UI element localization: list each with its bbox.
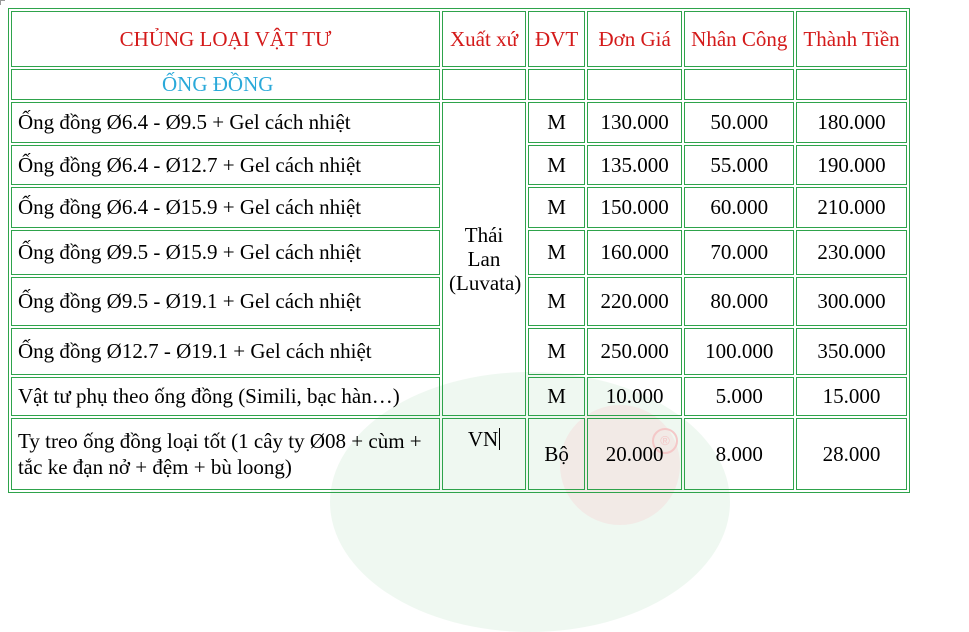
labor-cost: 50.000	[684, 102, 794, 143]
unit-price: 10.000	[587, 377, 682, 416]
total-cost: 350.000	[796, 328, 906, 375]
empty-cell	[587, 69, 682, 100]
total-cost: 210.000	[796, 187, 906, 228]
table-row	[11, 418, 907, 490]
total-cost: 190.000	[796, 145, 906, 185]
labor-cost: 100.000	[684, 328, 794, 375]
price-table	[8, 8, 910, 493]
origin-vn-label: VN	[467, 427, 499, 451]
total-cost: 300.000	[796, 277, 906, 326]
unit: M	[528, 277, 585, 326]
table-row	[11, 102, 907, 143]
labor-cost: 55.000	[684, 145, 794, 185]
section-row	[11, 69, 907, 100]
unit: Bộ	[528, 418, 585, 490]
labor-cost: 70.000	[684, 230, 794, 275]
unit: M	[528, 187, 585, 228]
total-cost: 180.000	[796, 102, 906, 143]
header-price: Đơn Giá	[587, 11, 682, 67]
unit-price: 150.000	[587, 187, 682, 228]
header-material: CHỦNG LOẠI VẬT TƯ	[11, 11, 440, 67]
unit: M	[528, 377, 585, 416]
section-title: ỐNG ĐỒNG	[11, 69, 440, 100]
origin-thai-label: Thái Lan (Luvata)	[449, 223, 522, 295]
unit: M	[528, 102, 585, 143]
material-name: Ống đồng Ø6.4 - Ø12.7 + Gel cách nhiệt	[11, 145, 440, 185]
empty-cell	[442, 69, 526, 100]
material-name: Vật tư phụ theo ống đồng (Simili, bạc hàn…)	[11, 377, 440, 416]
material-name: Ống đồng Ø9.5 - Ø15.9 + Gel cách nhiệt	[11, 230, 440, 275]
origin-vn[interactable]	[442, 418, 526, 490]
unit-price: 130.000	[587, 102, 682, 143]
material-name: Ty treo ống đồng loại tốt (1 cây ty Ø08 + cùm + tắc ke đạn nở + đệm + bù loong)	[11, 418, 440, 490]
total-cost: 15.000	[796, 377, 906, 416]
total-cost: 230.000	[796, 230, 906, 275]
unit: M	[528, 230, 585, 275]
material-name: Ống đồng Ø6.4 - Ø9.5 + Gel cách nhiệt	[11, 102, 440, 143]
header-total: Thành Tiền	[796, 11, 906, 67]
origin-thai	[442, 102, 526, 416]
header-labor: Nhân Công	[684, 11, 794, 67]
empty-cell	[684, 69, 794, 100]
header-row	[11, 11, 907, 67]
text-cursor	[499, 428, 500, 450]
unit-price: 20.000	[587, 418, 682, 490]
unit: M	[528, 145, 585, 185]
labor-cost: 80.000	[684, 277, 794, 326]
labor-cost: 8.000	[684, 418, 794, 490]
cell-corner-marker	[0, 0, 5, 5]
unit-price: 135.000	[587, 145, 682, 185]
unit-price: 250.000	[587, 328, 682, 375]
header-unit: ĐVT	[528, 11, 585, 67]
material-name: Ống đồng Ø6.4 - Ø15.9 + Gel cách nhiệt	[11, 187, 440, 228]
empty-cell	[796, 69, 906, 100]
unit-price: 220.000	[587, 277, 682, 326]
material-name: Ống đồng Ø9.5 - Ø19.1 + Gel cách nhiệt	[11, 277, 440, 326]
total-cost: 28.000	[796, 418, 906, 490]
header-origin: Xuất xứ	[442, 11, 526, 67]
unit-price: 160.000	[587, 230, 682, 275]
registered-mark-icon: ®	[652, 428, 678, 454]
labor-cost: 60.000	[684, 187, 794, 228]
labor-cost: 5.000	[684, 377, 794, 416]
material-name: Ống đồng Ø12.7 - Ø19.1 + Gel cách nhiệt	[11, 328, 440, 375]
unit: M	[528, 328, 585, 375]
empty-cell	[528, 69, 585, 100]
